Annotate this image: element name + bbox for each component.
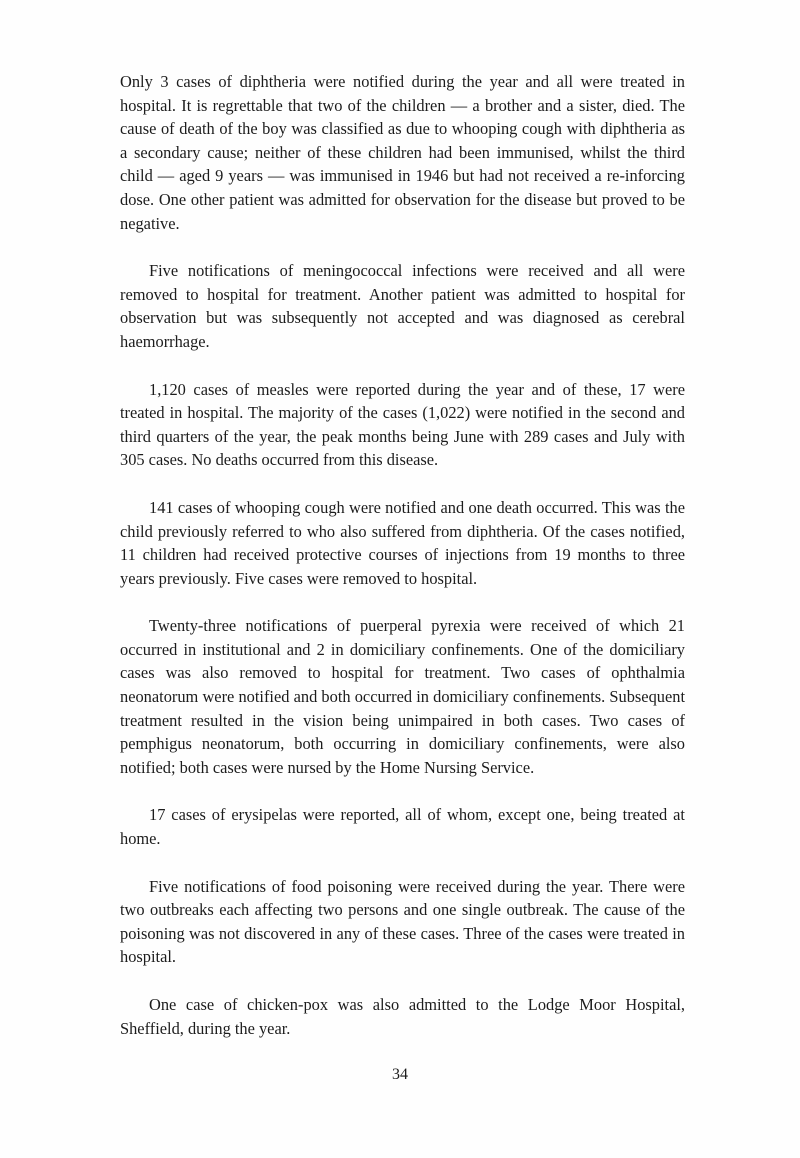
paragraph-food-poisoning: Five notifications of food poisoning were received during the year. There were two outbreaks each affecting two persons and one single outbreak. The cause of the poisoning was not discovered in any of these cases. Three of the cases were treated in hospital. (120, 876, 685, 967)
paragraph-puerperal-pyrexia: Twenty-three notifications of puerperal pyrexia were received of which 21 occurred in institutional and 2 in domiciliary confinements. One of the domiciliary cases was also removed to hospital for treatment. Two cases of ophthalmia neonatorum were notified and both occurred in domiciliary confinements. Subsequent treatment resulted in the vision being unimpaired in both cases. Two cases of pemphigus neonatorum, both occurring in domiciliary confinements, were also notified; both cases were nursed by the Home Nursing Service. (120, 616, 685, 777)
paragraph-erysipelas: 17 cases of erysipelas were reported, all of whom, except one, being treated at home. (120, 805, 685, 849)
paragraph-measles: 1,120 cases of measles were reported during the year and of these, 17 were treated in hospital. The majority of the cases (1,022) were notified in the second and third quarters of the year, the peak months being June with 289 cases and July with 305 cases. No deaths occurred from this disease. (120, 379, 685, 470)
page-number: 34 (392, 1066, 408, 1083)
paragraph-chicken-pox: One case of chicken-pox was also admitted to the Lodge Moor Hospital, Sheffield, during the year. (120, 995, 685, 1038)
paragraph-meningococcal: Five notifications of meningococcal infections were received and all were removed to hospital for treatment. Another patient was admitted to hospital for observation but was subsequently not accepted and was diagnosed as cerebral haemorrhage. (120, 261, 685, 351)
paragraph-diphtheria: Only 3 cases of diphtheria were notified during the year and all were treated in hospital. It is regrettable that two of the children — a brother and a sister, died. The cause of death of the boy was classified as due to whooping cough with diphtheria as a secondary cause; neither of these children had been immunised, whilst the third child — aged 9 years — was immunised in 1946 but had not received a re-inforcing dose. One other patient was admitted for observation for the disease but proved to be negative. (120, 72, 685, 233)
body-text (120, 70, 685, 1064)
paragraph-whooping-cough: 141 cases of whooping cough were notified and one death occurred. This was the child previously referred to who also suffered from diphtheria. Of the cases notified, 11 children had received protective courses of injections from 19 months to three years previously. Five cases were removed to hospital. (120, 497, 685, 588)
